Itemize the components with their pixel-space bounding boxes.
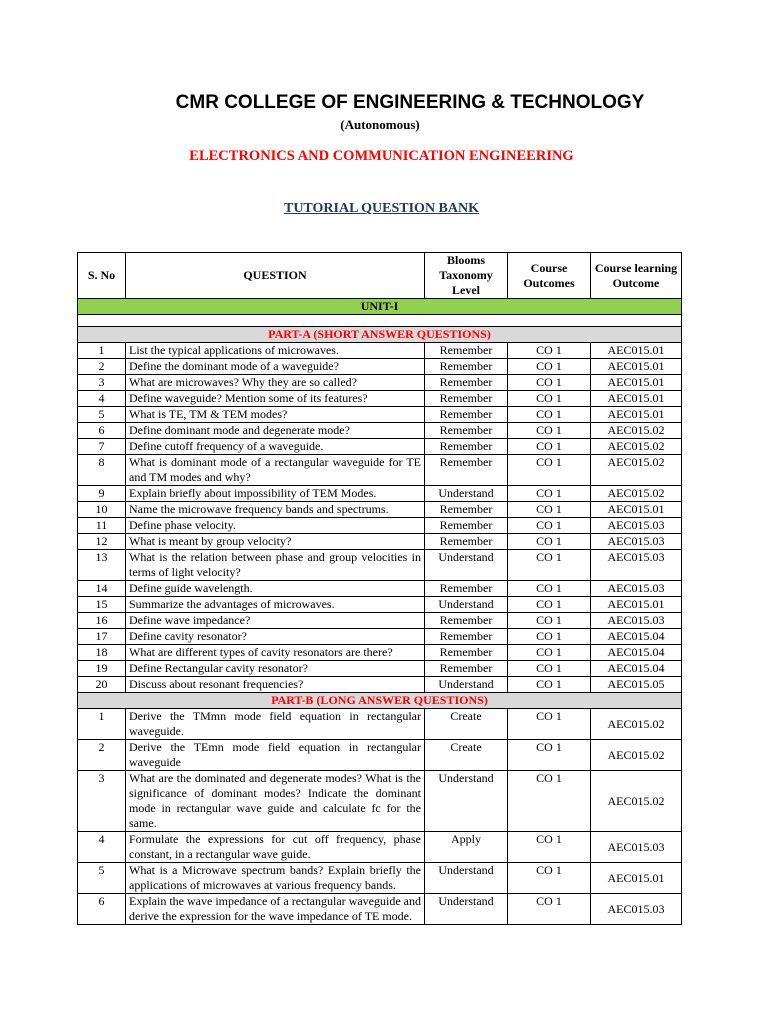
question-text: What are microwaves? Why they are so called?	[126, 375, 425, 391]
question-row	[78, 894, 682, 925]
header-blooms-level: Blooms Taxonomy Level	[425, 253, 508, 299]
course-outcome: CO 1	[508, 629, 591, 645]
autonomous-label: (Autonomous)	[340, 117, 420, 132]
course-outcome: CO 1	[508, 550, 591, 581]
blooms-level: Remember	[425, 534, 508, 550]
unit-title: UNIT-I	[78, 299, 682, 315]
course-outcome: CO 1	[508, 407, 591, 423]
question-row	[78, 629, 682, 645]
blooms-level: Remember	[425, 518, 508, 534]
course-learning-outcome: AEC015.03	[591, 534, 682, 550]
question-text: Name the microwave frequency bands and spectrums.	[126, 502, 425, 518]
question-text: What is meant by group velocity?	[126, 534, 425, 550]
question-row	[78, 455, 682, 486]
course-outcome: CO 1	[508, 677, 591, 693]
question-number: 15	[78, 597, 126, 613]
blooms-level: Remember	[425, 391, 508, 407]
course-learning-outcome: AEC015.03	[591, 518, 682, 534]
question-row	[78, 661, 682, 677]
question-text: What are the dominated and degenerate modes? What is the significance of dominant modes? Indicate the dominant mode in rectangular wave guide and calculate fc for the same.	[126, 771, 425, 832]
spacer-row	[78, 315, 682, 327]
question-row	[78, 518, 682, 534]
question-number: 8	[78, 455, 126, 486]
course-learning-outcome: AEC015.03	[591, 832, 682, 863]
course-outcome: CO 1	[508, 359, 591, 375]
question-number: 14	[78, 581, 126, 597]
course-learning-outcome: AEC015.02	[591, 709, 682, 740]
course-outcome: CO 1	[508, 486, 591, 502]
question-row	[78, 423, 682, 439]
blooms-level: Understand	[425, 863, 508, 894]
question-row	[78, 534, 682, 550]
question-number: 18	[78, 645, 126, 661]
question-number: 6	[78, 894, 126, 925]
course-outcome: CO 1	[508, 439, 591, 455]
course-learning-outcome: AEC015.04	[591, 661, 682, 677]
course-outcome: CO 1	[508, 661, 591, 677]
unit-row	[78, 299, 682, 315]
question-text: What is TE, TM & TEM modes?	[126, 407, 425, 423]
course-outcome: CO 1	[508, 645, 591, 661]
question-row	[78, 375, 682, 391]
course-learning-outcome: AEC015.01	[591, 597, 682, 613]
college-name: CMR COLLEGE OF ENGINEERING & TECHNOLOGY	[175, 92, 645, 113]
header-course-learning-outcome: Course learning Outcome	[591, 253, 682, 299]
question-row	[78, 832, 682, 863]
blooms-level: Remember	[425, 375, 508, 391]
blooms-level: Understand	[425, 894, 508, 925]
question-number: 19	[78, 661, 126, 677]
course-outcome: CO 1	[508, 455, 591, 486]
question-bank-table	[77, 252, 682, 925]
question-row	[78, 771, 682, 832]
question-text: Formulate the expressions for cut off frequency, phase constant, in a rectangular wave guide.	[126, 832, 425, 863]
course-learning-outcome: AEC015.03	[591, 550, 682, 581]
question-number: 2	[78, 359, 126, 375]
question-row	[78, 550, 682, 581]
blooms-level: Understand	[425, 597, 508, 613]
blooms-level: Understand	[425, 550, 508, 581]
question-text: Explain briefly about impossibility of TEM Modes.	[126, 486, 425, 502]
course-outcome: CO 1	[508, 581, 591, 597]
course-learning-outcome: AEC015.03	[591, 613, 682, 629]
question-text: Define Rectangular cavity resonator?	[126, 661, 425, 677]
course-outcome: CO 1	[508, 740, 591, 771]
blooms-level: Remember	[425, 407, 508, 423]
question-number: 9	[78, 486, 126, 502]
question-row	[78, 359, 682, 375]
question-row	[78, 863, 682, 894]
course-learning-outcome: AEC015.04	[591, 645, 682, 661]
question-number: 11	[78, 518, 126, 534]
question-row	[78, 740, 682, 771]
question-text: Derive the TMmn mode field equation in rectangular waveguide.	[126, 709, 425, 740]
question-row	[78, 597, 682, 613]
question-row	[78, 709, 682, 740]
question-number: 4	[78, 832, 126, 863]
course-learning-outcome: AEC015.02	[591, 423, 682, 439]
part-a-title: PART-A (SHORT ANSWER QUESTIONS)	[78, 327, 682, 343]
question-text: Discuss about resonant frequencies?	[126, 677, 425, 693]
course-learning-outcome: AEC015.01	[591, 359, 682, 375]
question-text: Derive the TEmn mode field equation in rectangular waveguide	[126, 740, 425, 771]
header-sno: S. No	[78, 253, 126, 299]
course-outcome: CO 1	[508, 894, 591, 925]
question-row	[78, 613, 682, 629]
table-header-row	[78, 253, 682, 299]
course-learning-outcome: AEC015.02	[591, 740, 682, 771]
course-outcome: CO 1	[508, 709, 591, 740]
course-outcome: CO 1	[508, 502, 591, 518]
part-a-header-row	[78, 327, 682, 343]
blooms-level: Remember	[425, 343, 508, 359]
course-learning-outcome: AEC015.03	[591, 894, 682, 925]
course-learning-outcome: AEC015.01	[591, 863, 682, 894]
question-number: 20	[78, 677, 126, 693]
question-row	[78, 502, 682, 518]
question-number: 12	[78, 534, 126, 550]
course-outcome: CO 1	[508, 863, 591, 894]
blooms-level: Remember	[425, 645, 508, 661]
course-outcome: CO 1	[508, 613, 591, 629]
question-text: Define wave impedance?	[126, 613, 425, 629]
course-outcome: CO 1	[508, 518, 591, 534]
course-learning-outcome: AEC015.01	[591, 375, 682, 391]
course-learning-outcome: AEC015.02	[591, 455, 682, 486]
blooms-level: Understand	[425, 486, 508, 502]
question-row	[78, 677, 682, 693]
blooms-level: Remember	[425, 359, 508, 375]
question-number: 16	[78, 613, 126, 629]
question-text: Define phase velocity.	[126, 518, 425, 534]
course-outcome: CO 1	[508, 391, 591, 407]
table-body	[78, 299, 682, 925]
question-number: 5	[78, 863, 126, 894]
question-number: 7	[78, 439, 126, 455]
question-text: Define cutoff frequency of a waveguide.	[126, 439, 425, 455]
blooms-level: Understand	[425, 771, 508, 832]
course-learning-outcome: AEC015.02	[591, 439, 682, 455]
spacer-cell	[78, 315, 682, 327]
question-number: 5	[78, 407, 126, 423]
question-text: Summarize the advantages of microwaves.	[126, 597, 425, 613]
course-learning-outcome: AEC015.05	[591, 677, 682, 693]
course-learning-outcome: AEC015.01	[591, 407, 682, 423]
course-learning-outcome: AEC015.03	[591, 581, 682, 597]
document-title: TUTORIAL QUESTION BANK	[283, 201, 479, 216]
blooms-level: Understand	[425, 677, 508, 693]
header-question: QUESTION	[126, 253, 425, 299]
part-b-header-row	[78, 693, 682, 709]
blooms-level: Remember	[425, 661, 508, 677]
course-outcome: CO 1	[508, 343, 591, 359]
question-text: What is dominant mode of a rectangular waveguide for TE and TM modes and why?	[126, 455, 425, 486]
blooms-level: Apply	[425, 832, 508, 863]
question-text: Explain the wave impedance of a rectangular waveguide and derive the expression for the wave impedance of TE mode.	[126, 894, 425, 925]
course-learning-outcome: AEC015.01	[591, 502, 682, 518]
question-text: What is a Microwave spectrum bands? Explain briefly the applications of microwaves at various frequency bands.	[126, 863, 425, 894]
question-text: Define waveguide? Mention some of its features?	[126, 391, 425, 407]
question-text: What is the relation between phase and group velocities in terms of light velocity?	[126, 550, 425, 581]
question-number: 3	[78, 375, 126, 391]
blooms-level: Create	[425, 740, 508, 771]
question-row	[78, 486, 682, 502]
course-outcome: CO 1	[508, 375, 591, 391]
question-text: List the typical applications of microwaves.	[126, 343, 425, 359]
blooms-level: Remember	[425, 502, 508, 518]
question-number: 1	[78, 709, 126, 740]
course-learning-outcome: AEC015.02	[591, 771, 682, 832]
course-outcome: CO 1	[508, 597, 591, 613]
question-row	[78, 581, 682, 597]
question-number: 2	[78, 740, 126, 771]
department-title: ELECTRONICS AND COMMUNICATION ENGINEERING	[189, 148, 574, 164]
blooms-level: Remember	[425, 581, 508, 597]
blooms-level: Remember	[425, 613, 508, 629]
blooms-level: Remember	[425, 629, 508, 645]
blooms-level: Remember	[425, 439, 508, 455]
question-row	[78, 645, 682, 661]
part-b-title: PART-B (LONG ANSWER QUESTIONS)	[78, 693, 682, 709]
course-learning-outcome: AEC015.04	[591, 629, 682, 645]
question-text: Define guide wavelength.	[126, 581, 425, 597]
question-number: 1	[78, 343, 126, 359]
course-outcome: CO 1	[508, 534, 591, 550]
question-number: 13	[78, 550, 126, 581]
question-number: 6	[78, 423, 126, 439]
question-text: What are different types of cavity resonators are there?	[126, 645, 425, 661]
question-row	[78, 439, 682, 455]
question-number: 10	[78, 502, 126, 518]
course-outcome: CO 1	[508, 832, 591, 863]
blooms-level: Create	[425, 709, 508, 740]
course-learning-outcome: AEC015.02	[591, 486, 682, 502]
blooms-level: Remember	[425, 455, 508, 486]
question-text: Define dominant mode and degenerate mode?	[126, 423, 425, 439]
question-number: 17	[78, 629, 126, 645]
course-outcome: CO 1	[508, 771, 591, 832]
course-outcome: CO 1	[508, 423, 591, 439]
question-text: Define the dominant mode of a waveguide?	[126, 359, 425, 375]
question-number: 3	[78, 771, 126, 832]
question-row	[78, 391, 682, 407]
header-course-outcomes: Course Outcomes	[508, 253, 591, 299]
question-text: Define cavity resonator?	[126, 629, 425, 645]
blooms-level: Remember	[425, 423, 508, 439]
question-row	[78, 407, 682, 423]
question-number: 4	[78, 391, 126, 407]
question-row	[78, 343, 682, 359]
course-learning-outcome: AEC015.01	[591, 391, 682, 407]
course-learning-outcome: AEC015.01	[591, 343, 682, 359]
